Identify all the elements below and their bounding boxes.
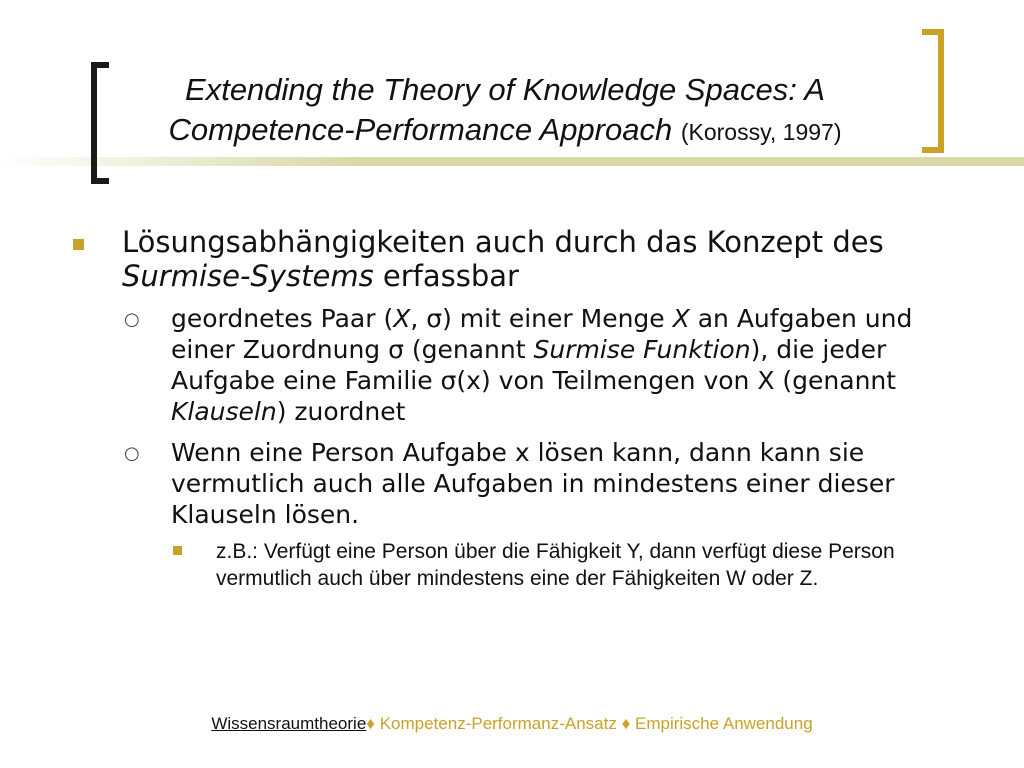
slide-content xyxy=(72,225,972,592)
footer-link-empirische-anwendung[interactable]: Empirische Anwendung xyxy=(630,714,813,733)
footer-link-wissensraumtheorie[interactable]: Wissensraumtheorie xyxy=(211,714,367,733)
slide-title xyxy=(110,70,900,152)
bullet-level3 xyxy=(72,538,972,592)
bullet3-text: Wenn eine Person Aufgabe x lösen kann, dann kann sie vermutlich auch alle Aufgaben in mindestens einer dieser Klauseln lösen. xyxy=(171,438,895,529)
left-bracket-decoration xyxy=(91,62,109,184)
title-line-2 xyxy=(110,110,900,152)
bullet2-text-1: geordnetes Paar ( xyxy=(171,304,394,333)
title-line-2-text: Competence-Performance Approach xyxy=(168,112,673,147)
bullet2-text-3: , σ) mit einer Menge xyxy=(410,304,673,333)
footer-link-kompetenz-performanz[interactable]: Kompetenz-Performanz-Ansatz xyxy=(374,714,622,733)
bullet2-text-2: X xyxy=(393,304,411,333)
bullet2-text-8: Klauseln xyxy=(171,397,277,426)
diamond-separator-icon: ♦ xyxy=(621,714,631,733)
circle-bullet-icon: ○ xyxy=(124,443,140,464)
title-citation: (Korossy, 1997) xyxy=(680,119,842,145)
diamond-separator-icon: ♦ xyxy=(366,714,375,733)
bullet-level2-2 xyxy=(72,437,972,530)
square-bullet-icon xyxy=(173,546,182,555)
bullet4-text: z.B.: Verfügt eine Person über die Fähigkeit Y, dann verfügt diese Person vermutlich auch über mindestens eine der Fähigkeiten W oder Z. xyxy=(216,540,895,590)
bullet1-text-b: erfassbar xyxy=(373,259,519,293)
footer-navigation xyxy=(0,714,1024,734)
bullet2-text-7: ), die jeder Aufgabe eine Familie σ(x) von Teilmengen von X (genannt xyxy=(171,335,897,395)
right-bracket-decoration xyxy=(922,29,944,153)
circle-bullet-icon: ○ xyxy=(124,309,140,330)
bullet1-text-italic: Surmise-Systems xyxy=(122,259,374,293)
bullet1-text-a: Lösungsabhängigkeiten auch durch das Konzept des xyxy=(122,225,884,259)
title-underline-band xyxy=(0,157,1024,166)
bullet2-text-5: an Aufgaben und einer Zuordnung σ (genannt xyxy=(171,304,913,364)
bullet2-text-4: X xyxy=(672,304,690,333)
bullet2-text-9: ) zuordnet xyxy=(276,397,406,426)
bullet-level1 xyxy=(72,225,972,293)
bullet2-text-6: Surmise Funktion xyxy=(533,335,751,364)
bullet-level2-1 xyxy=(72,303,972,427)
square-bullet-icon xyxy=(73,239,84,250)
title-line-1: Extending the Theory of Knowledge Spaces: A xyxy=(185,72,825,107)
